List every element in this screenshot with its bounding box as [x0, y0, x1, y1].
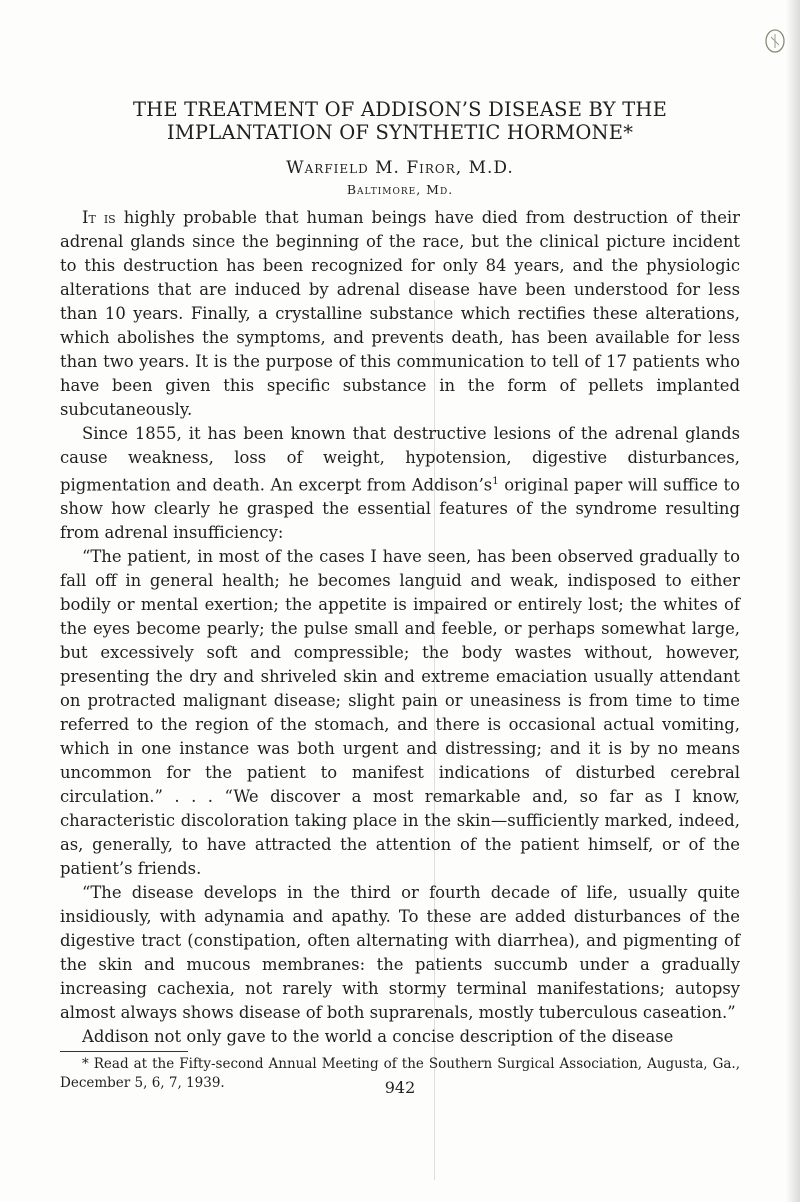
scan-edge-shadow: [786, 0, 800, 1202]
paragraph-2-text-b: original paper will suffice to show how clearly he grasped the essential features of the syndrome resulting from adrenal insufficiency:: [60, 475, 741, 543]
paragraph-2: [60, 422, 740, 545]
footnote-divider: [60, 1051, 188, 1052]
page-number: 942: [384, 1078, 416, 1097]
paragraph-2-text-a: Since 1855, it has been known that destructive lesions of the adrenal glands cause weakness, loss of weight, hypotension, digestive disturbances, pigmentation and death. An excerpt from Addison’s: [60, 424, 740, 495]
article-title: [60, 98, 740, 144]
paper-page: [60, 98, 740, 1093]
author-affiliation: Baltimore, Md.: [346, 182, 454, 197]
quotation-paragraph-2: “The disease develops in the third or fourth decade of life, usually quite insidiously, with adynamia and apathy. To these are added disturbances of the digestive tract (constipation, often alternating with diarrhea), and pigmenting of the skin and mucous membranes: the patients succumb under a gradually increasing cachexia, not rarely with stormy terminal manifestations; autopsy almost always shows disease of both suprarenals, mostly tuberculous caseation.”: [60, 883, 740, 1023]
quotation-paragraph-1: “The patient, in most of the cases I have seen, has been observed gradually to fall off in general health; he becomes languid and weak, indisposed to either bodily or mental exertion; the appetite is impaired or entirely lost; the whites of the eyes become pearly; the pulse small and feeble, or perhaps somewhat large, but excessively soft and compressible; the body wastes without, however, presenting the dry and shriveled skin and extreme emaciation usually attendant on protracted malignant disease; slight pain or uneasiness is from time to time referred to the region of the stomach, and there is occasional actual vomiting, which in one instance was both urgent and distressing; and it is by no means uncommon for the patient to manifest indications of disturbed cerebral circulation.” . . . “We discover a most remarkable and, so far as I know, characteristic discoloration taking place in the skin—sufficiently marked, indeed, as, generally, to have attracted the attention of the patient himself, or of the patient’s friends.: [60, 547, 740, 879]
library-stamp-icon: [762, 28, 788, 54]
author-name: Warfield M. Firor, M.D.: [286, 158, 514, 178]
footnote: * Read at the Fifty-second Annual Meeting of the Southern Surgical Association, Augusta, Ga., December 5, 6, 7, 1939.: [60, 1056, 740, 1092]
paragraph-5: Addison not only gave to the world a concise description of the disease: [82, 1027, 674, 1047]
title-line-2: IMPLANTATION OF SYNTHETIC HORMONE*: [166, 121, 634, 144]
paragraph-1: [60, 206, 740, 422]
title-line-1: THE TREATMENT OF ADDISON’S DISEASE BY THE: [132, 98, 668, 121]
paragraph-1-lead: It is: [82, 208, 116, 227]
reference-marker: 1: [492, 476, 499, 487]
paragraph-1-text: highly probable that human beings have died from destruction of their adrenal glands since the beginning of the race, but the clinical picture incident to this destruction has been recognized for only 84 years, and the physiologic alterations that are induced by adrenal disease have been understood for less than 10 years. Finally, a crystalline substance which rectifies these alterations, which abolishes the symptoms, and prevents death, has been available for less than two years. It is the purpose of this communication to tell of 17 patients who have been given this specific substance in the form of pellets implanted subcutaneously.: [60, 208, 740, 419]
